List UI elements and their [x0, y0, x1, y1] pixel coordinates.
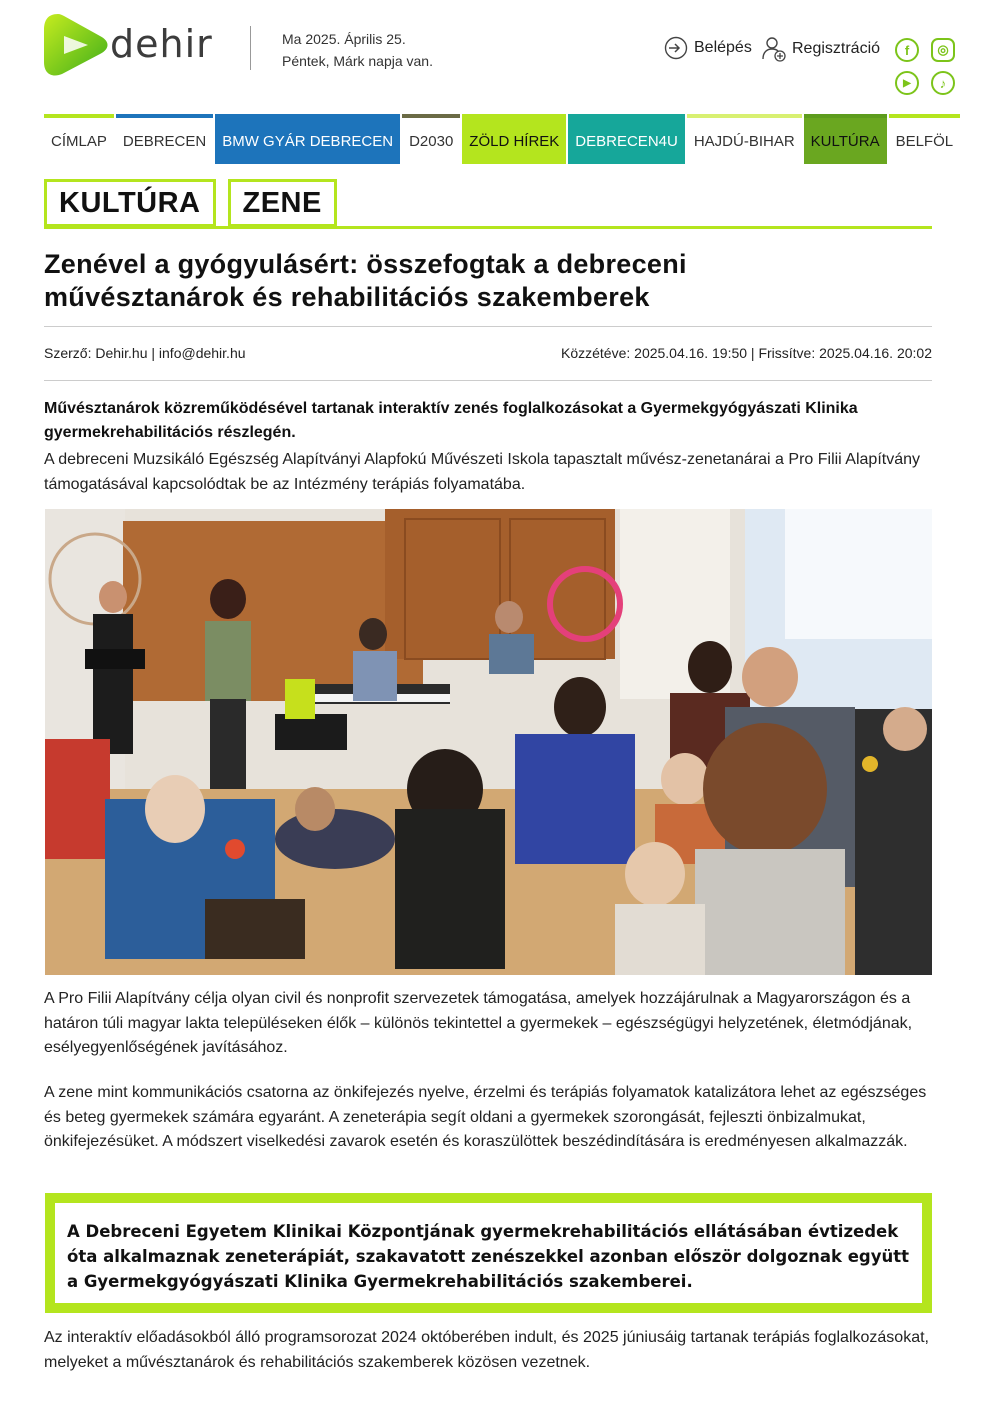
highlight-quote-box [45, 1193, 932, 1313]
dehir-logo-icon[interactable] [44, 12, 108, 78]
logo-text[interactable]: dehir [110, 22, 213, 66]
nav-item-zöld-hírek[interactable]: ZÖLD HÍREK [462, 114, 566, 164]
nav-item-debrecen[interactable]: DEBRECEN [116, 114, 213, 164]
login-label: Belépés [694, 39, 752, 56]
highlight-quote: A Debreceni Egyetem Klinikai Központjának gyermekrehabilitációs ellátásában évtizedek óta alkalmaznak zeneterápiát, szakavatott zenészekkel azonban először dolgoznak együtt a Gyermekgyógyászati Klinika Gyermekrehabilitációs szakemberei. [67, 1222, 910, 1291]
login-link[interactable] [664, 36, 752, 60]
article-lead: Művésztanárok közreműködésével tartanak interaktív zenés foglalkozásokat a Gyermekgyógyászati Klinika gyermekrehabilitációs részlegén. [44, 400, 858, 441]
site-header [0, 0, 992, 110]
nav-item-címlap[interactable]: CÍMLAP [44, 114, 114, 164]
published-line: Közzétéve: 2025.04.16. 19:50 | Frissítve: 2025.04.16. 20:02 [561, 345, 932, 361]
article-photo [45, 509, 932, 975]
login-icon [664, 36, 688, 60]
add-user-icon [762, 36, 786, 62]
article-paragraph: Az interaktív előadásokból álló programsorozat 2024 októberében indult, és 2025 júniusáig tartanak terápiás foglalkozásokat, melyeket a művésztanárok és rehabilitációs szakemberek közösen vezetnek. [44, 1329, 929, 1371]
date-line: Ma 2025. Április 25. [282, 31, 406, 47]
nav-item-debrecen4u[interactable]: DEBRECEN4U [568, 114, 685, 164]
article-title: Zenével a gyógyulásért: összefogtak a debreceni művésztanárok és rehabilitációs szakemberek [44, 249, 687, 312]
instagram-icon[interactable]: ◎ [931, 38, 955, 62]
date-block [282, 28, 433, 72]
nav-item-bmw-gyár-debrecen[interactable]: BMW GYÁR DEBRECEN [215, 114, 400, 164]
article-paragraph: A zene mint kommunikációs csatorna az önkifejezés nyelve, érzelmi és terápiás folyamatok katalizátora lehet az egészséges és beteg gyermekek számára egyaránt. A zeneterápia segít oldani a gyermekek szorongását, fejleszti önbizalmukat, önkifejezésüket. A módszert viselkedési zavarok esetén és koraszülöttek beszédindítására is eredményesen alkalmazzák. [44, 1084, 927, 1150]
divider [44, 326, 932, 327]
register-link[interactable] [762, 36, 880, 62]
main-navigation [44, 114, 962, 164]
author-line: Szerző: Dehir.hu | info@dehir.hu [44, 345, 246, 361]
tiktok-icon[interactable]: ♪ [931, 71, 955, 95]
youtube-icon[interactable]: ▶ [895, 71, 919, 95]
nav-item-kultúra[interactable]: KULTÚRA [804, 114, 887, 164]
category-tags [44, 179, 337, 227]
tag-kultura[interactable]: KULTÚRA [44, 179, 216, 227]
tags-underline [44, 226, 932, 229]
nav-item-hajdú-bihar[interactable]: HAJDÚ-BIHAR [687, 114, 802, 164]
tag-zene[interactable]: ZENE [228, 179, 337, 227]
article-paragraph: A debreceni Muzsikáló Egészség Alapítványi Alapfokú Művészeti Iskola tapasztalt művész-zenetanárai a Pro Filii Alapítvány támogatásával kapcsolódtak be az Intézmény terápiás folyamatába. [44, 451, 921, 493]
header-divider [250, 26, 251, 70]
divider [44, 380, 932, 381]
nameday-line: Péntek, Márk napja van. [282, 53, 433, 69]
music-therapy-photo [45, 509, 932, 975]
article-paragraph: A Pro Filii Alapítvány célja olyan civil és nonprofit szervezetek támogatása, amelyek hozzájárulnak a Magyarországon és a határon túli magyar lakta településeken élők – különös tekintettel a gyermekek – egészségügyi helyzetének, életmódjának, esélyegyenlőségének javításához. [44, 990, 913, 1056]
nav-item-belföl[interactable]: BELFÖL [889, 114, 961, 164]
register-label: Regisztráció [792, 40, 881, 57]
nav-item-d2030[interactable]: D2030 [402, 114, 460, 164]
facebook-icon[interactable]: f [895, 38, 919, 62]
